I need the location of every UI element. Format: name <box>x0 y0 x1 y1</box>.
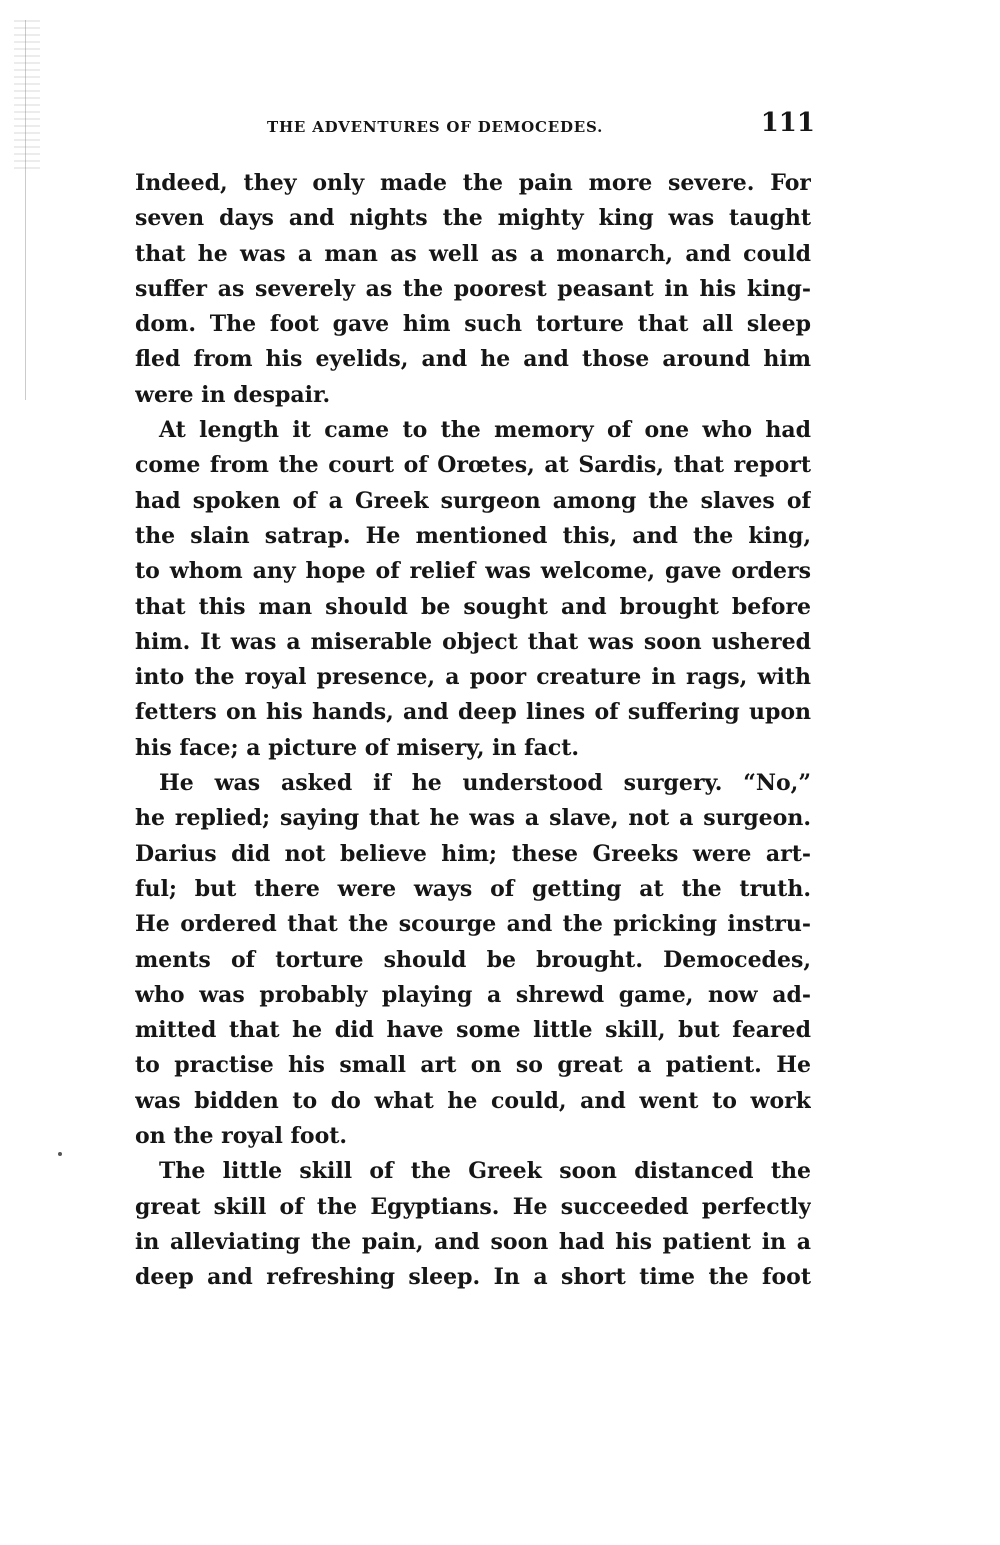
binding-edge <box>14 20 40 170</box>
text-line: come from the court of Orœtes, at Sardis, that report <box>135 452 811 479</box>
text-line: dom. The foot gave him such torture that all sleep <box>135 311 811 338</box>
text-line: on the royal foot. <box>135 1123 348 1150</box>
text-line: had spoken of a Greek surgeon among the slaves of <box>135 487 811 514</box>
text-line: ful; but there were ways of getting at the truth. <box>135 875 811 902</box>
text-line: he replied; saying that he was a slave, not a surgeon. <box>135 805 811 832</box>
text-line: that he was a man as well as a monarch, and could <box>135 240 811 267</box>
text-line: his face; a picture of misery, in fact. <box>135 734 580 761</box>
text-line: the slain satrap. He mentioned this, and the king, <box>135 522 811 549</box>
text-line: was bidden to do what he could, and went to work <box>135 1087 811 1114</box>
paragraph-3 <box>135 766 811 1154</box>
paragraph-1 <box>135 166 811 413</box>
text-line: He ordered that the scourge and the pricking instru- <box>135 911 811 938</box>
page-number: 111 <box>760 108 815 138</box>
paragraph-4 <box>135 1154 811 1295</box>
text-line: Darius did not believe him; these Greeks were art- <box>135 840 811 867</box>
body-text <box>135 166 811 1296</box>
text-line: great skill of the Egyptians. He succeeded perfectly <box>135 1193 811 1220</box>
text-line: mitted that he did have some little skill, but feared <box>135 1017 811 1044</box>
text-line: into the royal presence, a poor creature in rags, with <box>135 664 811 691</box>
text-line: were in despair. <box>135 381 331 408</box>
text-line: in alleviating the pain, and soon had his patient in a <box>135 1228 811 1255</box>
text-line: him. It was a miserable object that was soon ushered <box>135 628 811 655</box>
text-line: Indeed, they only made the pain more severe. For <box>135 170 811 196</box>
margin-rule <box>25 20 26 400</box>
text-line: suffer as severely as the poorest peasant in his king- <box>135 275 811 302</box>
text-line: fetters on his hands, and deep lines of suffering upon <box>135 699 811 726</box>
text-line: who was probably playing a shrewd game, now ad- <box>135 981 811 1008</box>
text-line: fled from his eyelids, and he and those around him <box>135 346 811 373</box>
paragraph-2 <box>135 413 811 766</box>
text-line: to practise his small art on so great a patient. He <box>135 1052 811 1079</box>
text-line: He was asked if he understood surgery. “No,” <box>159 770 811 797</box>
running-head: THE ADVENTURES OF DEMOCEDES. <box>267 118 604 136</box>
text-line: seven days and nights the mighty king was taught <box>135 205 811 232</box>
text-line: At length it came to the memory of one who had <box>159 417 811 444</box>
ink-speck <box>58 1152 62 1156</box>
text-line: The little skill of the Greek soon distanced the <box>159 1158 811 1185</box>
text-line: deep and refreshing sleep. In a short time the foot <box>135 1264 811 1291</box>
text-line: that this man should be sought and brought before <box>135 593 811 620</box>
text-line: to whom any hope of relief was welcome, gave orders <box>135 558 811 585</box>
page-header <box>135 108 815 148</box>
text-line: ments of torture should be brought. Democedes, <box>135 946 811 973</box>
